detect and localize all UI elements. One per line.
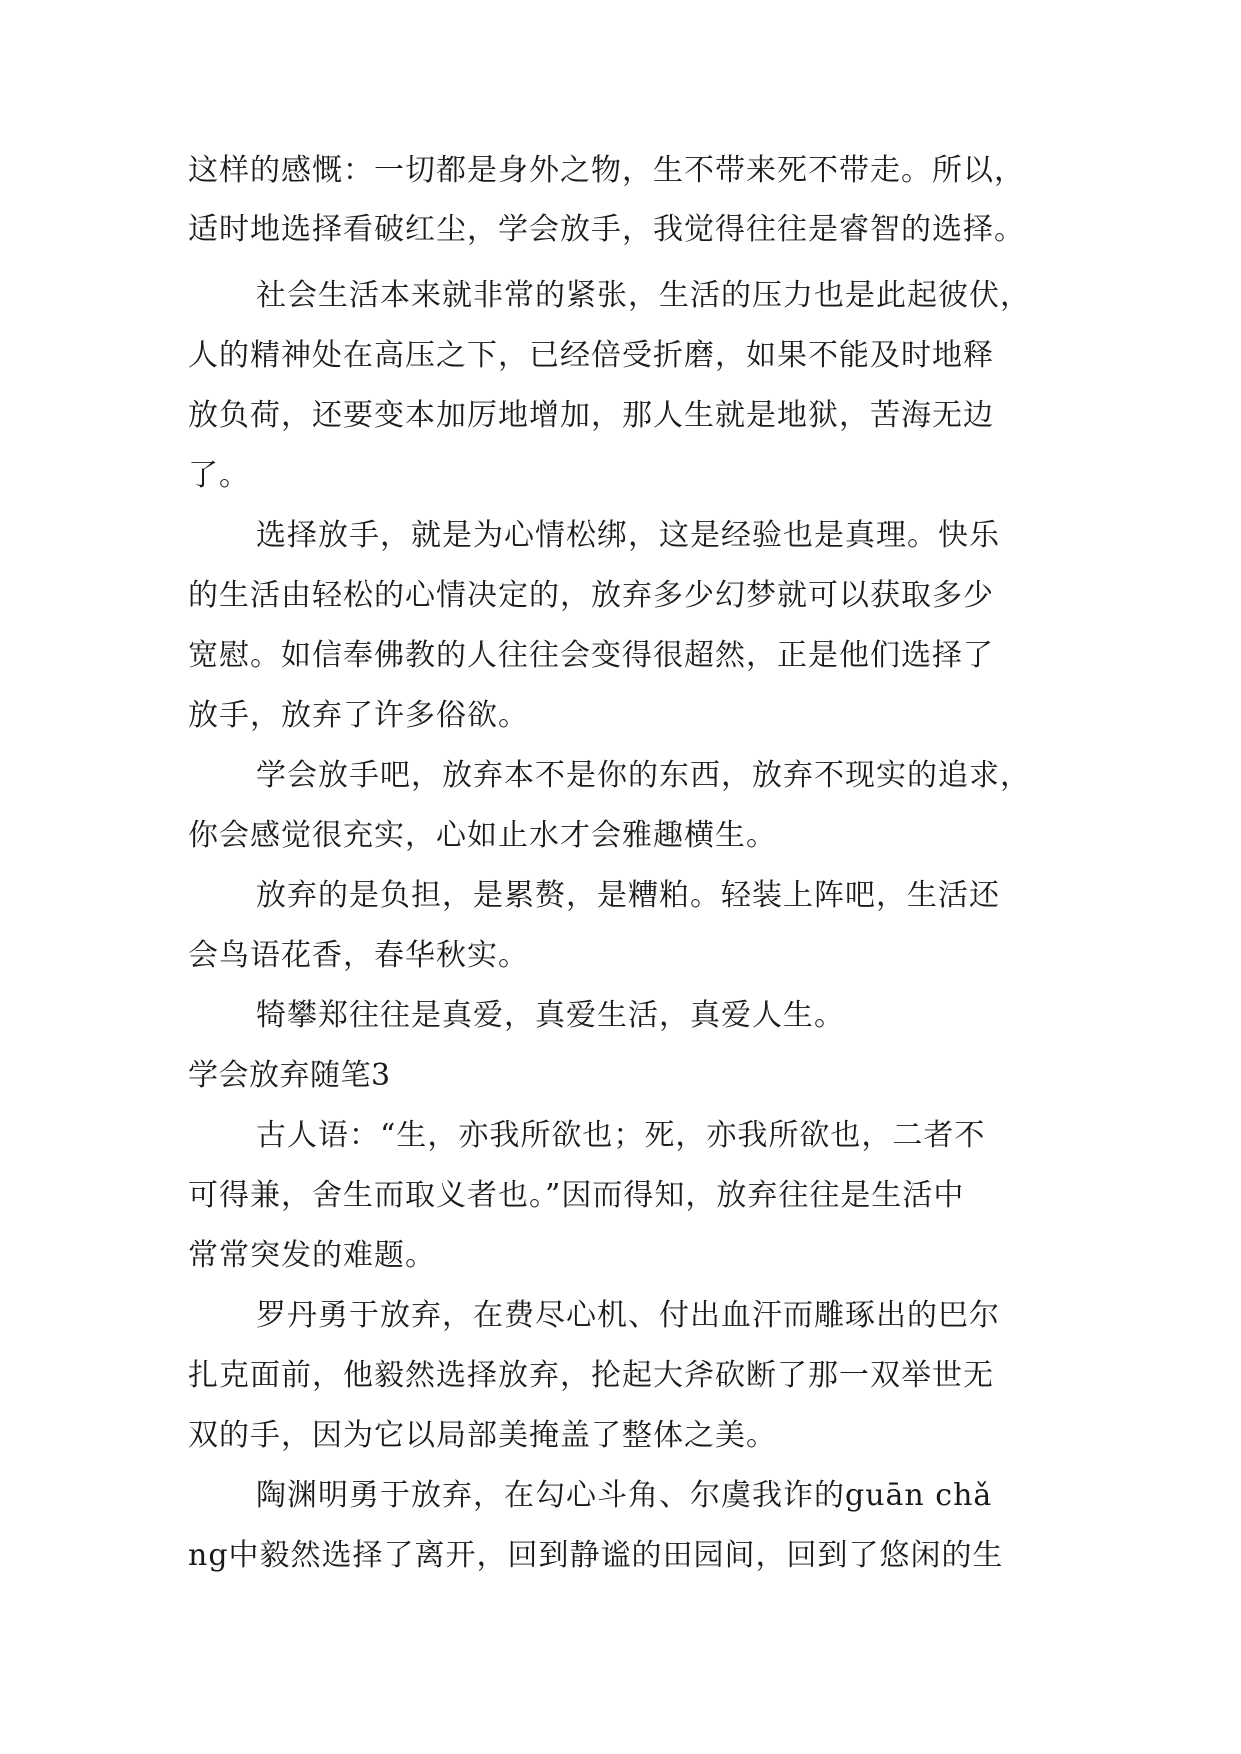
text-line: 双的手，因为它以局部美掩盖了整体之美。 [188, 1418, 777, 1453]
paragraph-start-line: 放弃的是负担，是累赘，是糟粕。轻装上阵吧，生活还 [256, 878, 1000, 913]
text-line: 的生活由轻松的心情决定的，放弃多少幻梦就可以获取多少 [188, 578, 994, 613]
text-line: 你会感觉很充实，心如止水才会雅趣横生。 [188, 818, 777, 853]
text-line: 可得兼，舍生而取义者也。”因而得知，放弃往往是生活中 [188, 1178, 965, 1213]
text-line: 放负荷，还要变本加厉地增加，那人生就是地狱，苦海无边 [188, 398, 994, 433]
text-line: 适时地选择看破红尘，学会放手，我觉得往往是睿智的选择。 [188, 212, 1025, 247]
paragraph-start-line: 罗丹勇于放弃，在费尽心机、付出血汗而雕琢出的巴尔 [256, 1298, 1000, 1333]
text-line: 了。 [188, 458, 250, 493]
text-line: 宽慰。如信奉佛教的人往往会变得很超然，正是他们选择了 [188, 638, 994, 673]
text-line: 会鸟语花香，春华秋实。 [188, 938, 529, 973]
text-line: ng中毅然选择了离开，回到静谧的田园间，回到了悠闲的生 [188, 1538, 1004, 1573]
section-heading: 学会放弃随笔3 [188, 1058, 391, 1093]
paragraph-start-line: 学会放手吧，放弃本不是你的东西，放弃不现实的追求， [256, 758, 1031, 793]
text-line: 放手，放弃了许多俗欲。 [188, 698, 529, 733]
text-line: 常常突发的难题。 [188, 1238, 436, 1273]
paragraph-start-line: 陶渊明勇于放弃，在勾心斗角、尔虞我诈的guān chǎ [256, 1478, 993, 1513]
paragraph-start-line: 古人语：“生，亦我所欲也；死，亦我所欲也，二者不 [256, 1118, 986, 1153]
paragraph-start-line: 选择放手，就是为心情松绑，这是经验也是真理。快乐 [256, 518, 1000, 553]
text-line: 扎克面前，他毅然选择放弃，抡起大斧砍断了那一双举世无 [188, 1358, 994, 1393]
text-line: 人的精神处在高压之下，已经倍受折磨，如果不能及时地释 [188, 338, 994, 373]
paragraph-start-line: 犄攀郑往往是真爱，真爱生活，真爱人生。 [256, 998, 845, 1033]
text-line: 这样的感慨：一切都是身外之物，生不带来死不带走。所以， [188, 153, 1025, 188]
paragraph-start-line: 社会生活本来就非常的紧张，生活的压力也是此起彼伏， [256, 278, 1031, 313]
